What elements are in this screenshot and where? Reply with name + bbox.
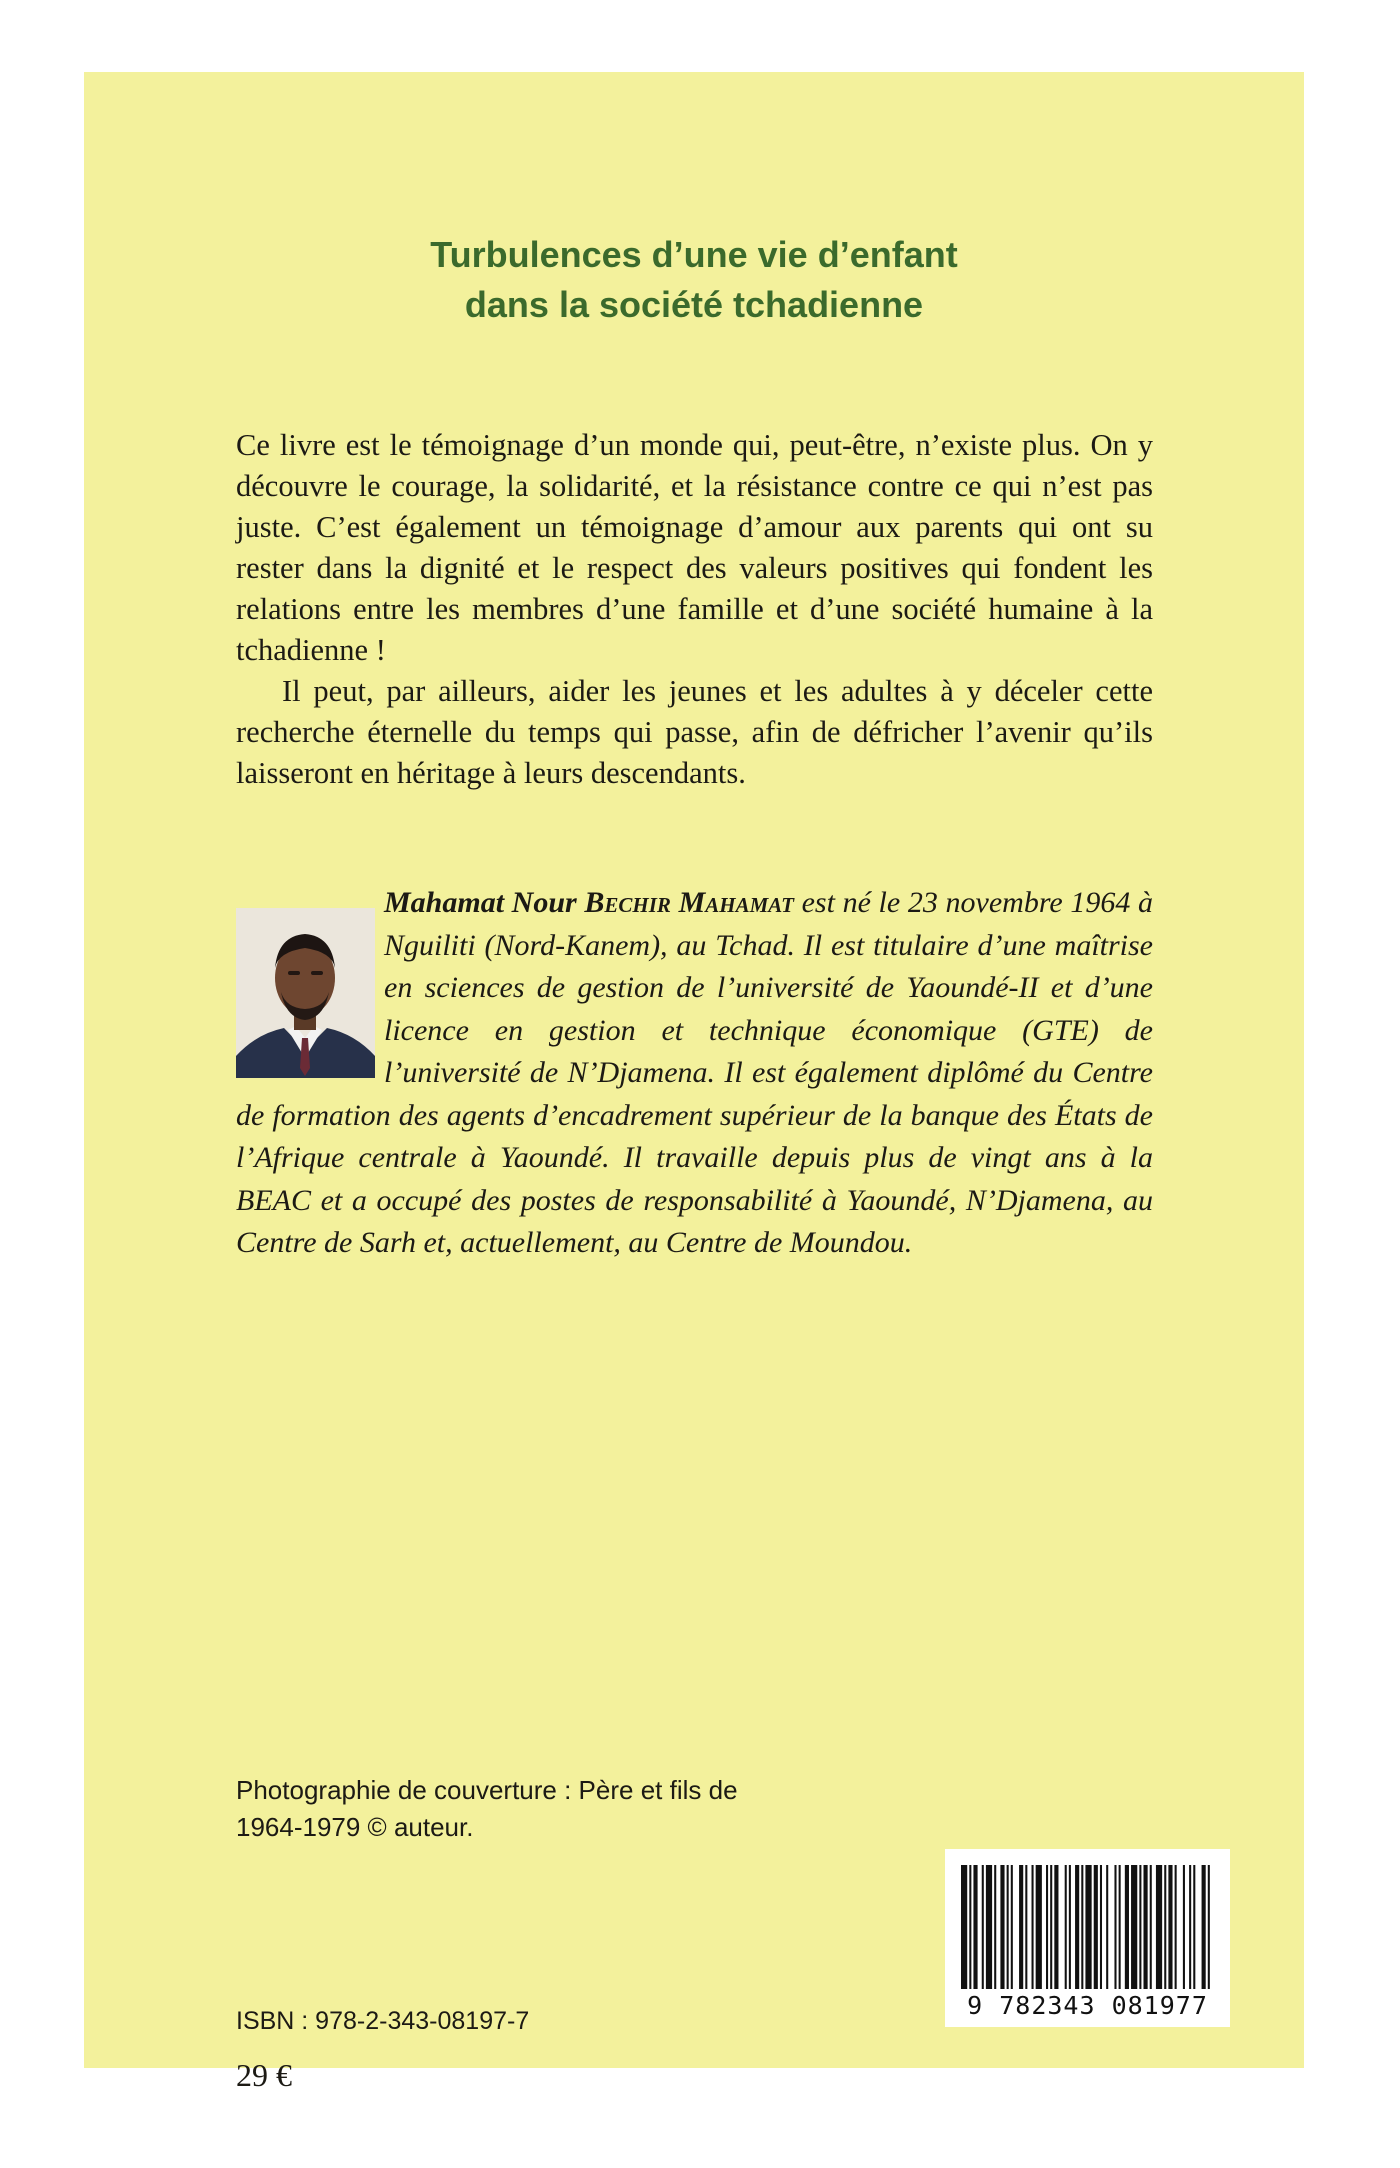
author-surname: Bechir Mahamat [584,886,794,919]
book-title-line-2: dans la société tchadienne [464,284,924,325]
author-name [384,886,794,919]
summary-paragraph-2: Il peut, par ailleurs, aider les jeunes et les adultes à y déceler cette recherche éternelle du temps qui passe, afin de défricher l’avenir qu’ils laisseront en héritage à leurs descendants. [236,674,1153,790]
barcode [945,1849,1230,2027]
summary-paragraph-1: Ce livre est le témoignage d’un monde qui, peut-être, n’existe plus. On y découvre le courage, la solidarité, et la résistance contre ce qui n’est pas juste. C’est également un témoignage d’amour aux parents qui ont su rester dans la dignité et le respect des valeurs positives qui fondent les relations entre les membres d’une famille et d’une société humaine à la tchadienne ! [236,428,1153,667]
author-bio [236,882,1153,1265]
photo-spacer [236,882,384,1090]
isbn: ISBN : 978-2-343-08197-7 [236,2007,530,2035]
photo-credit [236,1772,836,1846]
photo-credit-line-2: 1964-1979 © auteur. [236,1812,474,1842]
book-summary [236,425,1153,794]
author-bio-text: est né le 23 novembre 1964 à Nguiliti (Nord-Kanem), au Tchad. Il est titulaire d’une maîtrise en sciences de gestion de l’université de Yaoundé-II et d’une licence en gestion et technique économique (GTE) de l’université de N’Djamena. Il est également diplômé du Centre de formation des agents d’encadrement supérieur de la banque des États de l’Afrique centrale à Yaoundé. Il travaille depuis plus de vingt ans à la BEAC et a occupé des postes de responsabilité à Yaoundé, N’Djamena, au Centre de Sarh et, actuellement, au Centre de Moundou. [236,886,1153,1259]
book-title-line-1: Turbulences d’une vie d’enfant [430,234,958,275]
back-cover [84,72,1304,2093]
book-title [84,230,1304,330]
barcode-digits: 9 782343 081977 [967,1991,1208,2020]
author-first-names: Mahamat Nour [384,886,577,919]
photo-credit-line-1: Photographie de couverture : Père et fils de [236,1775,738,1805]
barcode-bars [961,1865,1214,1989]
price: 29 € [236,2057,292,2093]
